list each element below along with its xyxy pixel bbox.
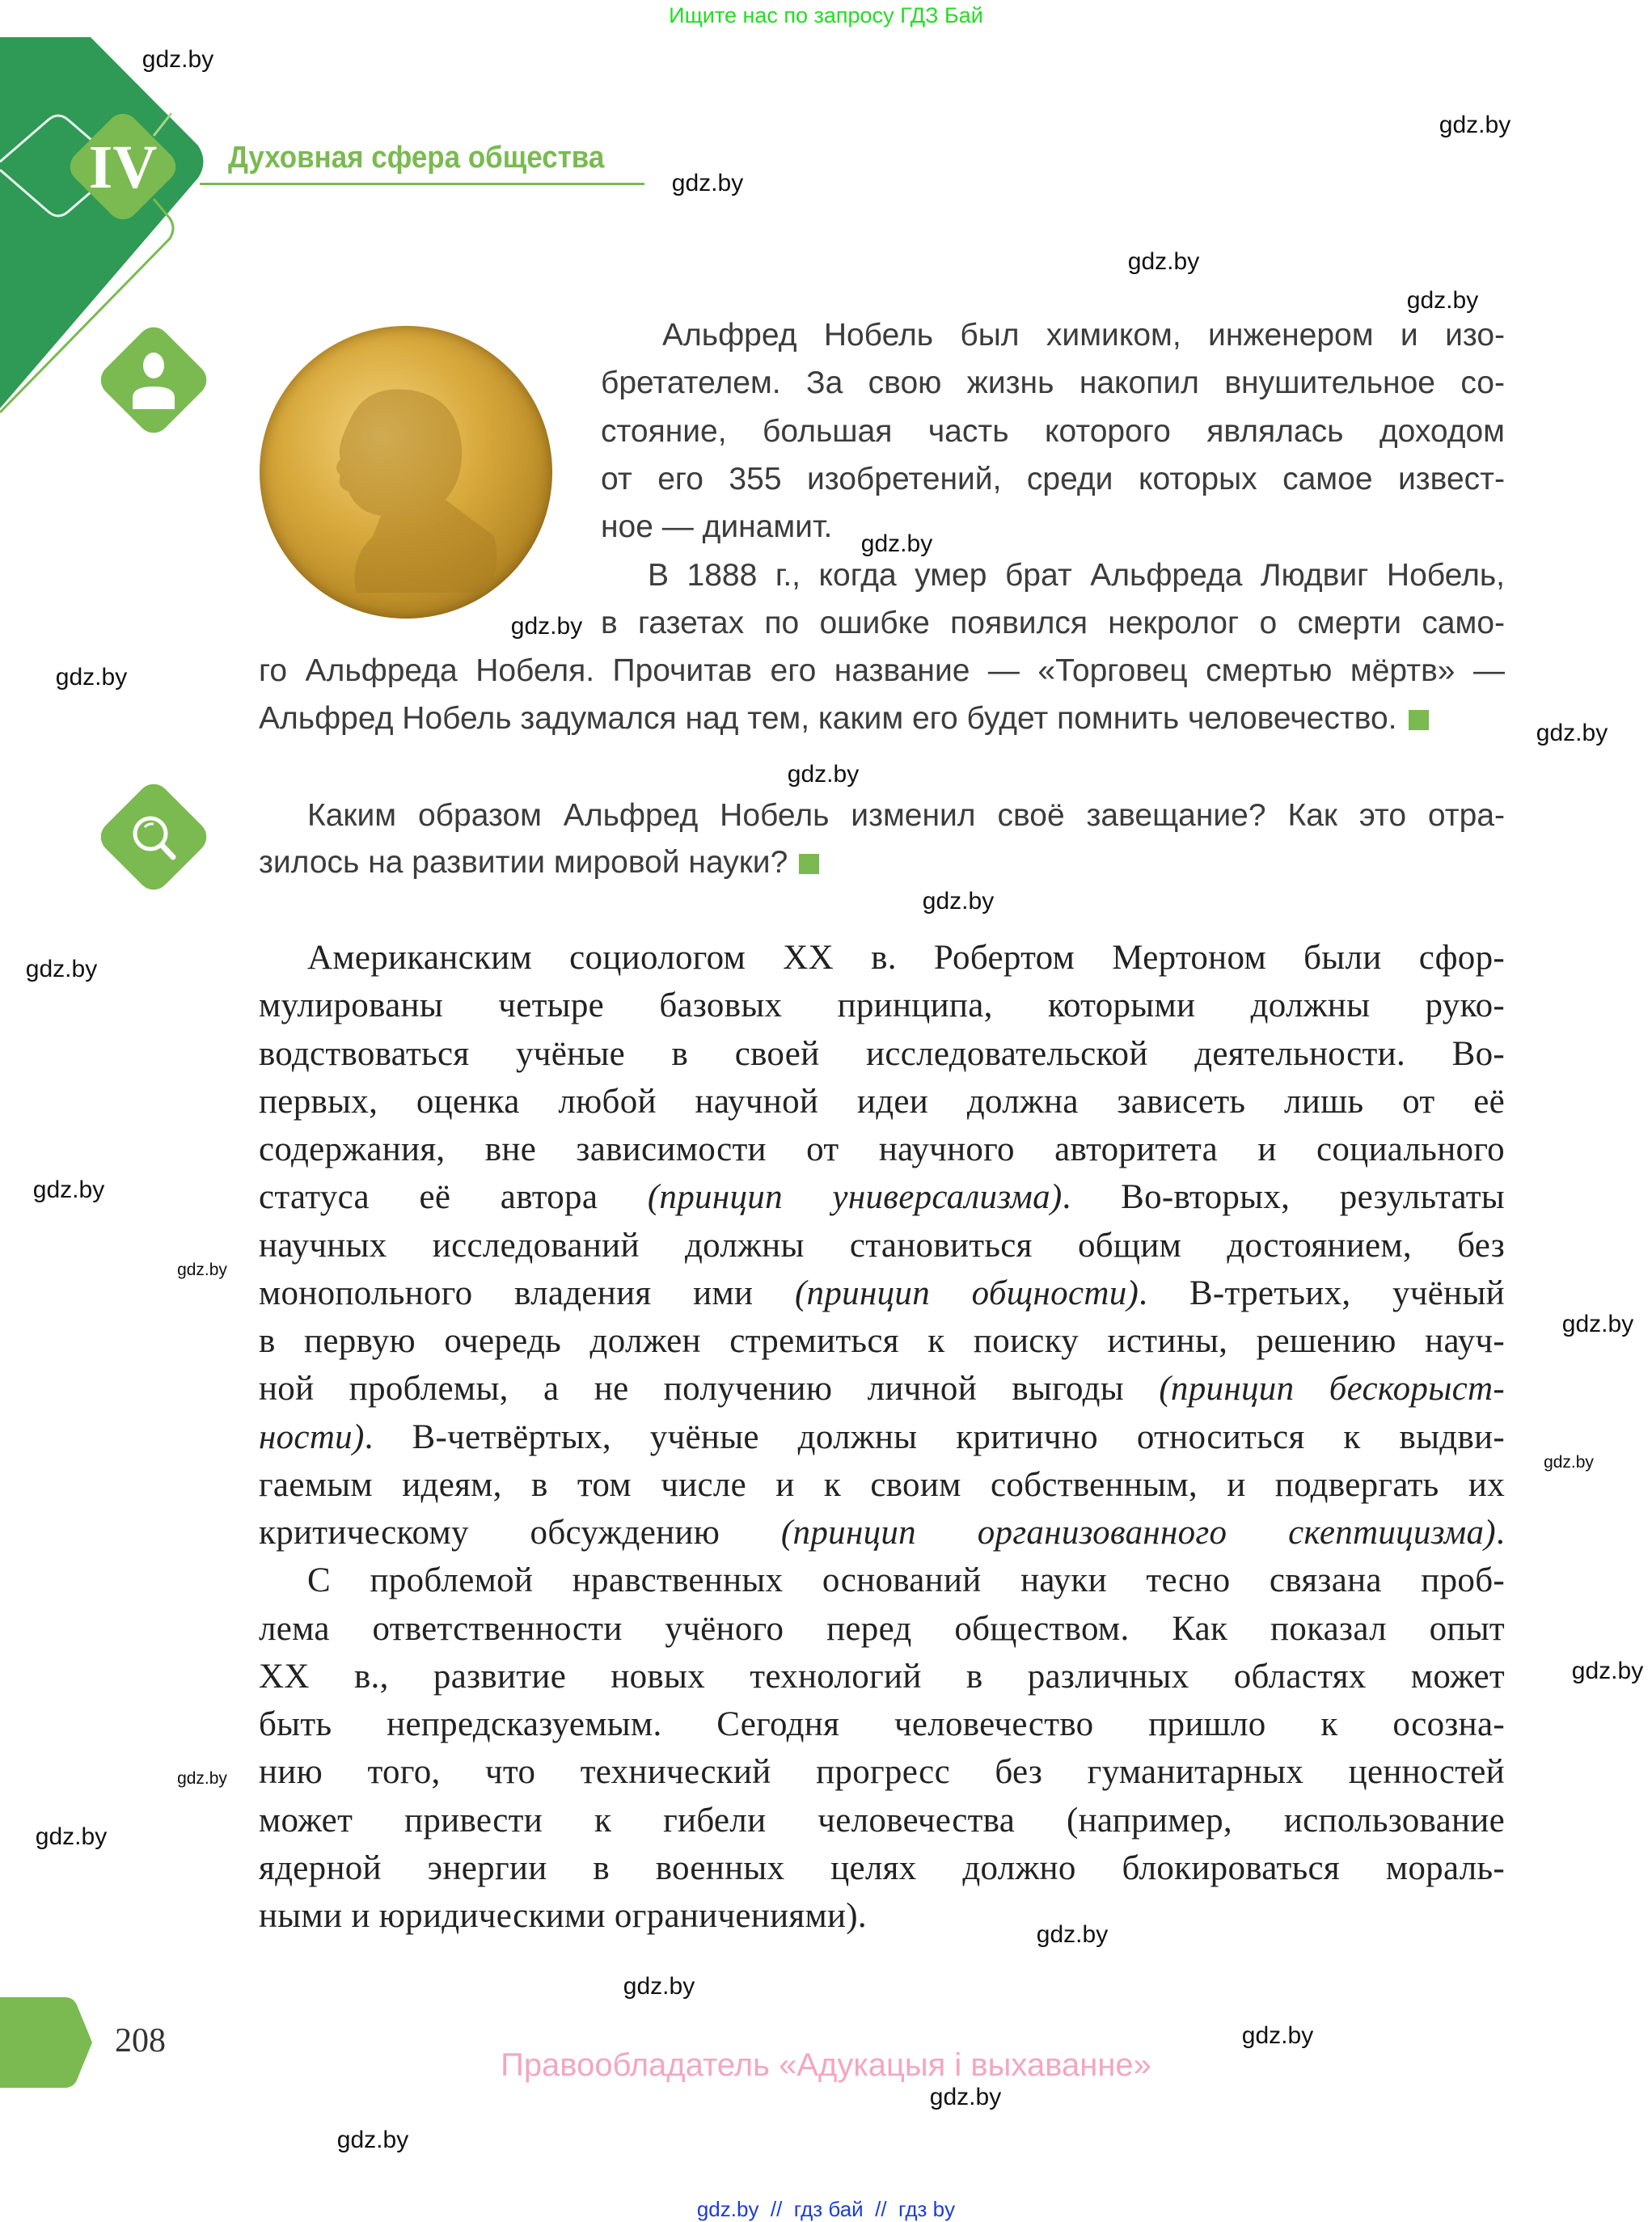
text-line xyxy=(601,507,832,547)
text-line xyxy=(259,985,1505,1027)
italic-term: (принцип бескорыст- xyxy=(1159,1370,1505,1409)
watermark: gdz.by xyxy=(510,613,583,640)
text-line xyxy=(307,796,1505,836)
page-number: 208 xyxy=(115,2022,166,2059)
watermark: gdz.by xyxy=(55,664,128,691)
watermark: gdz.by xyxy=(35,1823,108,1850)
medal-profile-icon xyxy=(260,326,552,619)
text-segment: В 1888 г., когда умер брат Альфреда Людвиг Нобель, xyxy=(648,557,1505,593)
italic-term: ности) xyxy=(259,1417,365,1456)
italic-term: (принцип организованного скептицизма) xyxy=(780,1514,1496,1552)
top-banner: Ищите нас по запросу ГДЗ Бай xyxy=(669,3,983,27)
text-line xyxy=(259,1848,1505,1890)
text-line xyxy=(307,1560,1505,1602)
watermark: gdz.by xyxy=(177,1261,227,1279)
text-segment: в первую очередь должен стремиться к поиску истины, решению науч- xyxy=(259,1322,1505,1360)
text-line xyxy=(259,1704,1505,1746)
text-segment: может привести к гибели человечества (например, использование xyxy=(259,1801,1505,1840)
watermark: gdz.by xyxy=(1406,287,1479,314)
text-segment: ное — динамит. xyxy=(601,509,833,545)
text-line xyxy=(259,843,819,883)
text-line xyxy=(259,1273,1505,1315)
text-line xyxy=(259,1129,1505,1171)
text-segment: от его 355 изобретений, среди которых самое извест- xyxy=(601,461,1505,496)
italic-term: (принцип общности) xyxy=(794,1274,1139,1312)
text-line xyxy=(259,1512,1505,1554)
text-line xyxy=(662,315,1505,356)
text-line xyxy=(259,1176,1505,1219)
title-underline xyxy=(200,183,644,185)
text-line xyxy=(307,937,1505,979)
text-line xyxy=(259,1225,1505,1267)
watermark: gdz.by xyxy=(25,956,98,982)
watermark: gdz.by xyxy=(336,2127,409,2153)
text-segment: XX в., развитие новых технологий в различных областях может xyxy=(259,1657,1505,1696)
text-segment: Каким образом Альфред Нобель изменил своё завещание? Как это отра- xyxy=(307,798,1505,833)
text-line xyxy=(259,651,1505,691)
text-segment: статуса её автора xyxy=(259,1178,648,1217)
watermark: gdz.by xyxy=(922,888,995,915)
text-line xyxy=(601,363,1505,403)
text-segment: в газетах по ошибке появился некролог о смерти само- xyxy=(601,605,1505,640)
watermark: gdz.by xyxy=(1536,720,1608,746)
watermark: gdz.by xyxy=(929,2084,1002,2110)
footer-links[interactable]: gdz.by // гдз бай // гдз by xyxy=(696,2197,956,2221)
text-line xyxy=(259,1417,1505,1459)
watermark: gdz.by xyxy=(1571,1658,1644,1684)
text-segment: критическому обсуждению xyxy=(259,1514,781,1552)
text-line xyxy=(259,1464,1505,1506)
end-marker-icon xyxy=(799,854,819,874)
watermark: gdz.by xyxy=(1127,248,1200,275)
text-segment: бретателем. За свою жизнь накопил внушительное со- xyxy=(601,365,1505,401)
text-segment: ными и юридическими ограничениями). xyxy=(259,1897,867,1935)
text-line xyxy=(259,1656,1505,1698)
watermark: gdz.by xyxy=(1439,112,1511,138)
watermark: gdz.by xyxy=(860,530,933,557)
watermark: gdz.by xyxy=(32,1176,105,1203)
watermark: gdz.by xyxy=(142,46,214,73)
text-line xyxy=(259,1033,1505,1075)
text-segment: водствоваться учёные в своей исследовательской деятельности. Во- xyxy=(259,1034,1505,1073)
text-segment: научных исследований должны становиться общим достоянием, без xyxy=(259,1226,1505,1265)
text-segment: гаемым идеям, в том числе и к своим собственным, и подвергать их xyxy=(259,1465,1505,1504)
text-line xyxy=(259,699,1429,739)
watermark: gdz.by xyxy=(671,170,744,196)
nobel-medal-image xyxy=(260,326,552,619)
search-icon xyxy=(121,803,186,871)
chapter-number: IV xyxy=(88,133,158,201)
text-line xyxy=(601,603,1505,644)
text-line xyxy=(601,459,1505,500)
text-segment: стояние, большая часть которого являлась доходом xyxy=(601,413,1505,449)
watermark: gdz.by xyxy=(1036,1921,1109,1948)
text-line xyxy=(259,1895,867,1937)
text-line xyxy=(259,1368,1505,1410)
copyright-notice: Правообладатель «Адукацыя і выхаванне» xyxy=(501,2047,1151,2083)
watermark: gdz.by xyxy=(787,761,860,788)
text-segment: . xyxy=(1495,1514,1505,1552)
text-line xyxy=(259,1320,1505,1362)
text-segment: зилось на развитии мировой науки? xyxy=(259,845,788,880)
text-line xyxy=(648,556,1505,596)
end-marker-icon xyxy=(1409,710,1429,730)
text-segment: мулированы четыре базовых принципа, которыми должны руко- xyxy=(259,986,1505,1025)
watermark: gdz.by xyxy=(623,1973,695,2000)
text-segment: Альфред Нобель задумался над тем, каким его будет помнить человечество. xyxy=(259,701,1397,737)
text-line xyxy=(259,1800,1505,1842)
text-segment: лема ответственности учёного перед обществом. Как показал опыт xyxy=(259,1609,1505,1648)
text-line xyxy=(259,1608,1505,1650)
text-segment: быть непредсказуемым. Сегодня человечество пришло к осозна- xyxy=(259,1705,1505,1743)
text-segment: . Во-вторых, результаты xyxy=(1062,1178,1505,1217)
text-line xyxy=(259,1081,1505,1123)
text-segment: содержания, вне зависимости от научного авторитета и социального xyxy=(259,1130,1505,1168)
text-segment: . В-третьих, учёный xyxy=(1139,1274,1505,1312)
text-segment: ной проблемы, а не получению личной выгоды xyxy=(259,1370,1160,1409)
watermark: gdz.by xyxy=(1544,1453,1594,1472)
chapter-title: Духовная сфера общества xyxy=(228,141,605,175)
text-line xyxy=(259,1751,1505,1793)
text-segment: нию того, что технический прогресс без гуманитарных ценностей xyxy=(259,1753,1505,1792)
text-segment: ядерной энергии в военных целях должно блокироваться мораль- xyxy=(259,1848,1505,1887)
text-segment: . В-четвёртых, учёные должны критично относиться к выдви- xyxy=(364,1417,1505,1456)
watermark: gdz.by xyxy=(177,1769,227,1788)
watermark: gdz.by xyxy=(1241,2022,1314,2049)
text-line xyxy=(601,412,1505,452)
text-segment: монопольного владения ими xyxy=(259,1274,795,1312)
text-segment: Американским социологом XX в. Робертом Мертоном были сфор- xyxy=(307,939,1505,977)
text-segment: го Альфреда Нобеля. Прочитав его название — «Торговец смертью мёртв» — xyxy=(259,653,1505,689)
text-segment: первых, оценка любой научной идеи должна зависеть лишь от её xyxy=(259,1082,1505,1121)
text-segment: Альфред Нобель был химиком, инженером и изо- xyxy=(662,318,1505,353)
italic-term: (принцип универсализма) xyxy=(647,1178,1063,1217)
person-icon xyxy=(121,346,186,419)
text-segment: С проблемой нравственных оснований науки тесно связана проб- xyxy=(307,1561,1505,1600)
watermark: gdz.by xyxy=(1561,1311,1634,1337)
